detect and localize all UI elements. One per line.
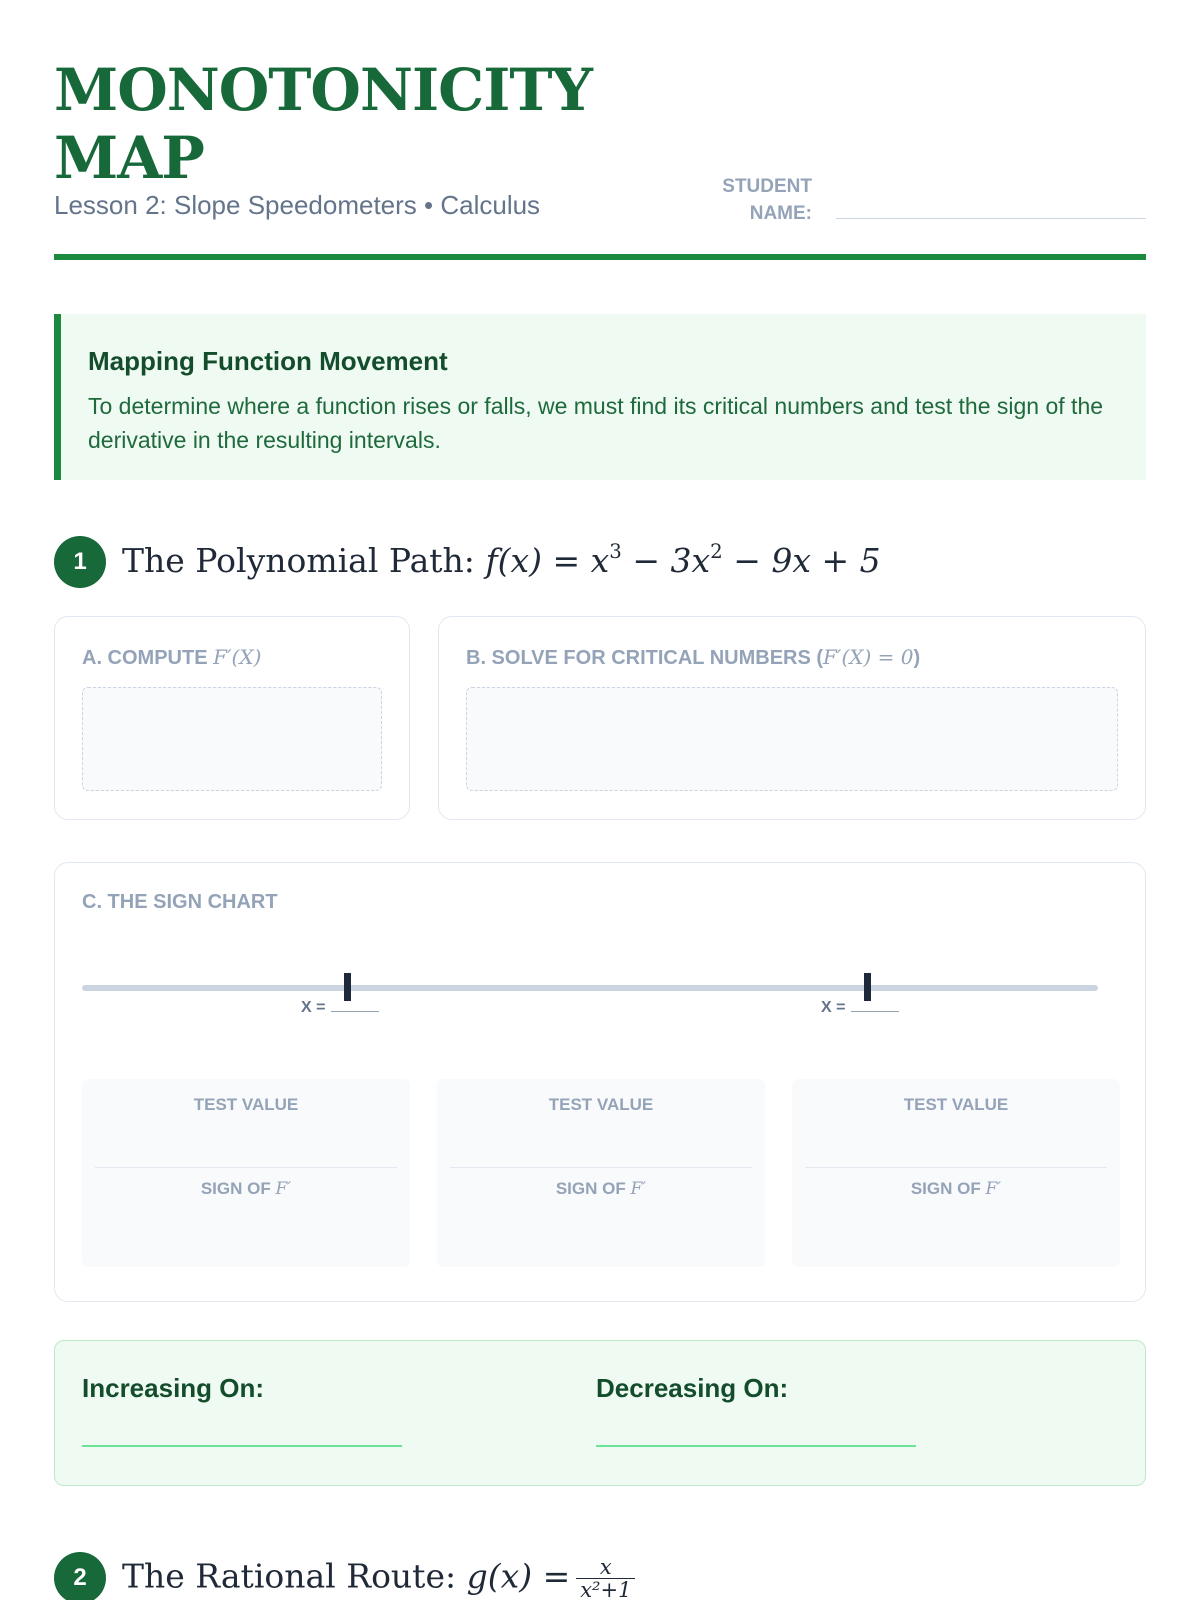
callout-body: To determine where a function rises or falls, we must find its critical numbers and test the sign of the derivative in the resulting intervals.	[88, 393, 1104, 453]
fraction-numerator: x	[576, 1556, 635, 1579]
sign-label-math-1: F′	[275, 1179, 292, 1199]
term-3x: − 3x	[621, 541, 711, 580]
interval-divider-3	[805, 1167, 1107, 1168]
callout-title: Mapping Function Movement	[88, 346, 448, 376]
interval-box-1	[82, 1079, 410, 1267]
interval-box-2	[437, 1079, 765, 1267]
sign-label-text-1: SIGN OF	[200, 1179, 271, 1198]
test-value-label-1: TEST VALUE	[193, 1095, 299, 1114]
section-2-badge: 2	[54, 1552, 106, 1600]
student-label-line-1: STUDENT	[722, 176, 812, 197]
critical-point-blank-1[interactable]	[331, 1011, 379, 1012]
sign-label-1	[82, 1179, 410, 1199]
tick-label-text-1: X =	[301, 999, 326, 1016]
section-2-title-text: The Rational Route:	[122, 1556, 457, 1596]
lesson-subtitle: Lesson 2: Slope Speedometers • Calculus	[54, 190, 541, 220]
number-line	[82, 985, 1098, 991]
sign-label-math-3: F′	[985, 1179, 1002, 1199]
fraction-denominator: x²+1	[580, 1578, 632, 1600]
card-compute-derivative	[54, 616, 410, 820]
card-a-label	[82, 645, 261, 670]
exp-2: 2	[710, 540, 723, 563]
increasing-answer-line[interactable]	[82, 1445, 402, 1447]
intro-callout	[54, 314, 1146, 480]
worksheet-page	[54, 0, 1146, 1600]
card-a-label-text: A. COMPUTE	[82, 647, 208, 669]
section-2-function-lhs: g(x) =	[466, 1556, 571, 1596]
title-line-2: MAP	[54, 124, 204, 192]
interval-box-3	[792, 1079, 1120, 1267]
sign-label-3	[792, 1179, 1120, 1199]
sign-label-text-2: SIGN OF	[555, 1179, 626, 1198]
header-divider	[54, 254, 1146, 260]
increasing-label: Increasing On:	[82, 1373, 265, 1403]
test-value-label-2: TEST VALUE	[548, 1095, 654, 1114]
card-b-label-math: F′(X) = 0	[823, 645, 914, 669]
critical-point-label-1	[301, 999, 379, 1017]
card-b-label-text: B. SOLVE FOR CRITICAL NUMBERS (	[466, 647, 824, 669]
test-value-label-3: TEST VALUE	[903, 1095, 1009, 1114]
student-name-field[interactable]	[836, 218, 1146, 219]
interval-divider-2	[450, 1167, 752, 1168]
card-critical-numbers	[438, 616, 1146, 820]
decreasing-label: Decreasing On:	[596, 1373, 789, 1403]
sign-label-math-2: F′	[630, 1179, 647, 1199]
card-c-label: C. THE SIGN CHART	[82, 891, 278, 913]
section-2-fraction	[576, 1556, 635, 1600]
section-1-badge: 1	[54, 536, 106, 588]
page-title	[54, 56, 674, 192]
card-b-label	[466, 645, 920, 670]
critical-point-tick-1	[344, 973, 351, 1001]
card-b-label-close: )	[913, 647, 921, 669]
student-label-line-2: NAME:	[749, 203, 812, 224]
critical-point-tick-2	[864, 973, 871, 1001]
section-1-title	[122, 540, 881, 580]
section-1-title-text: The Polynomial Path:	[122, 541, 475, 580]
card-a-label-math: F′(X)	[213, 645, 262, 669]
interval-divider-1	[95, 1167, 397, 1168]
function-lhs: f(x) =	[485, 541, 591, 580]
tick-label-text-2: X =	[821, 999, 846, 1016]
exp-3: 3	[609, 540, 622, 563]
critical-point-label-2	[821, 999, 899, 1017]
derivative-answer-box[interactable]	[82, 687, 382, 791]
critical-point-blank-2[interactable]	[851, 1011, 899, 1012]
critical-numbers-answer-box[interactable]	[466, 687, 1118, 791]
section-2-title	[122, 1556, 635, 1600]
card-sign-chart	[54, 862, 1146, 1302]
student-name-label	[690, 173, 812, 227]
section-1-function	[485, 541, 880, 580]
title-line-1: MONOTONICITY	[54, 56, 592, 124]
sign-label-text-3: SIGN OF	[910, 1179, 981, 1198]
term-x: x	[590, 541, 610, 580]
monotonicity-result-box	[54, 1340, 1146, 1486]
sign-label-2	[437, 1179, 765, 1199]
term-rest: − 9x + 5	[722, 541, 881, 580]
decreasing-answer-line[interactable]	[596, 1445, 916, 1447]
